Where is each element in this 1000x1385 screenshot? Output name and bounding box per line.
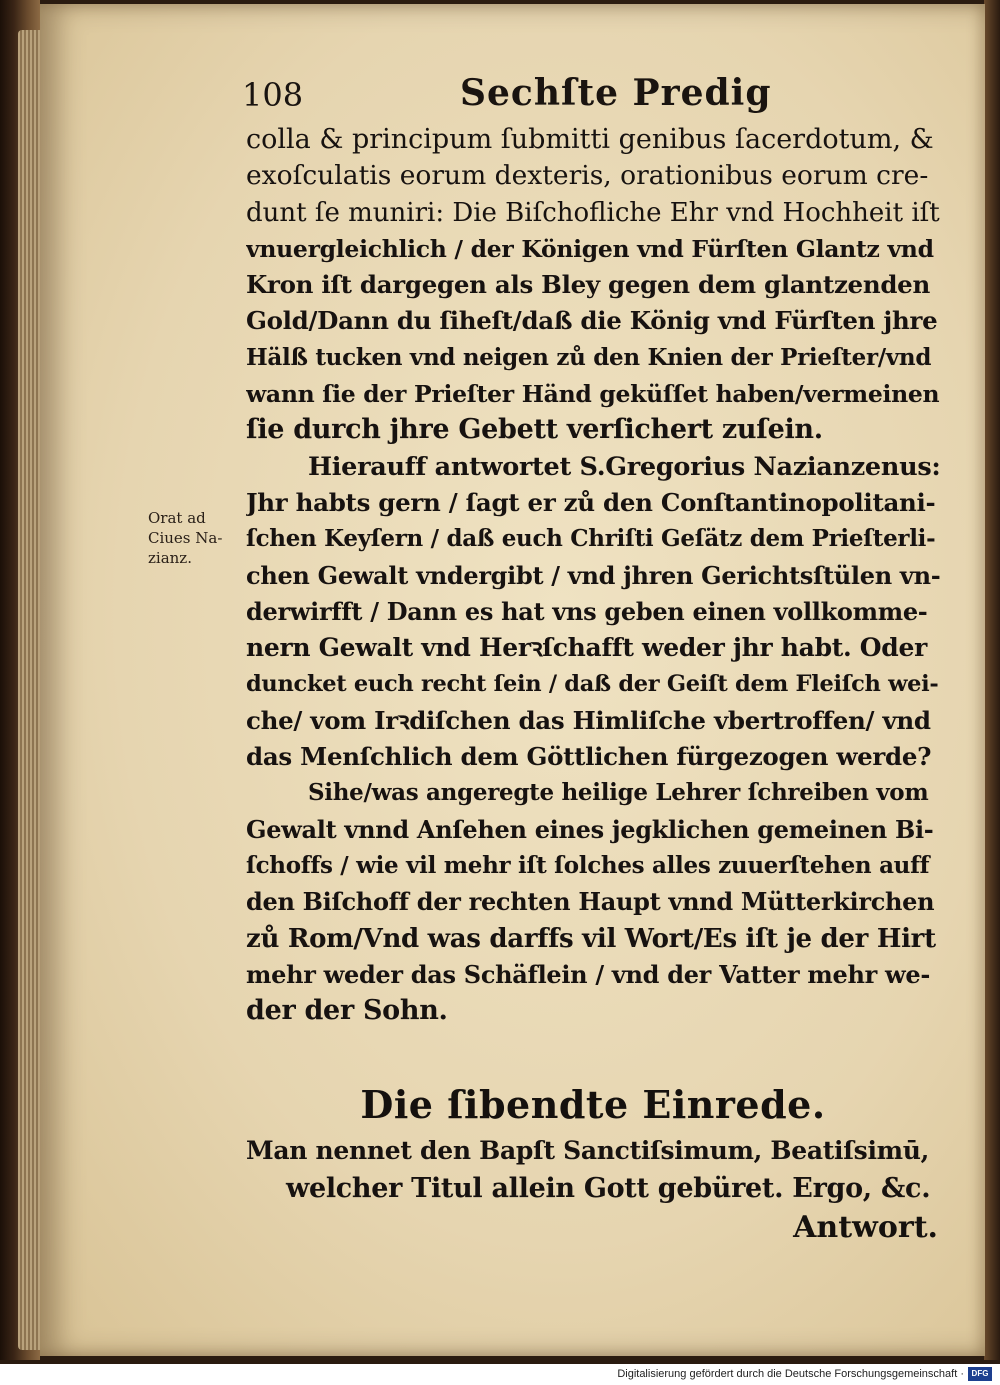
text-line: Gewalt vnnd Anſehen eines jegklichen gemeinen Bi- (246, 814, 934, 844)
text-line: chen Gewalt vndergibt / vnd jhren Gerichtsſtülen vn- (246, 560, 940, 590)
text-line: den Biſchoff der rechten Haupt vnnd Mütterkirchen (246, 887, 935, 917)
text-line: Hierauff antwortet S.Gregorius Nazianzenus: (308, 451, 940, 482)
book-right-edge (984, 0, 1000, 1360)
marginal-note-line: Ciues Na- (148, 529, 223, 547)
running-title: Sechſte Predig (460, 72, 772, 114)
text-line: der der Sohn. (246, 995, 448, 1027)
text-line: colla & principum ſubmitti genibus ſacerdotum, & (246, 124, 934, 155)
text-line: ſchoffs / wie vil mehr iſt ſolches alles zuuerſtehen auff (246, 851, 930, 879)
objection-line: welcher Titul allein Gott gebüret. Ergo, &c. (286, 1173, 931, 1204)
text-line: Sihe/was angeregte heilige Lehrer ſchreiben vom (308, 779, 929, 807)
text-line: zů Rom/Vnd was darffs vil Wort/Es iſt je der Hirt (246, 923, 936, 954)
text-line: Hälß tucken vnd neigen zů den Knien der Prieſter/vnd (246, 343, 932, 371)
dfg-logo: DFG (968, 1367, 992, 1381)
text-line: Kron iſt dargegen als Bley gegen dem glantzenden (246, 270, 930, 300)
marginal-note-line: zianz. (148, 549, 192, 567)
text-line: wann ſie der Prieſter Händ geküſſet haben/vermeinen (246, 380, 940, 409)
page-number: 108 (242, 76, 304, 114)
text-line: Jhr habts gern / ſagt er zů den Conſtantinopolitani- (246, 487, 936, 517)
marginal-note (148, 508, 238, 568)
text-line: duncket euch recht ſein / daß der Geiſt dem Fleiſch wei- (246, 671, 939, 698)
text-line: exoſculatis eorum dexteris, orationibus eorum cre- (246, 160, 929, 192)
text-line: derwirfft / Dann es hat vns geben einen vollkomme- (246, 596, 928, 626)
text-line: das Menſchlich dem Göttlichen fürgezogen werde? (246, 742, 932, 772)
page-header (240, 72, 940, 120)
answer-label: Antwort. (793, 1210, 938, 1245)
footer-credit: Digitalisierung gefördert durch die Deutsche Forschungsgemeinschaft · (617, 1368, 964, 1380)
body-text (246, 122, 940, 1029)
section-heading: Die ſibendte Einrede. (360, 1082, 826, 1127)
objection-line: Man nennet den Bapſt Sanctiſsimum, Beatiſsimū, (246, 1136, 930, 1165)
text-line: Gold/Dann du ſiheſt/daß die König vnd Fürſten jhre (246, 306, 938, 336)
text-line: ſie durch jhre Gebett verſichert zuſein. (246, 414, 823, 446)
text-line: dunt ſe muniri: Die Biſchofliche Ehr vnd Hochheit iſt (246, 197, 940, 228)
text-line: nern Gewalt vnd Herꝛſchafft weder jhr habt. Oder (246, 633, 927, 663)
text-line: vnuergleichlich / der Königen vnd Fürſten Glantz vnd (246, 234, 934, 263)
marginal-note-line: Orat ad (148, 509, 206, 527)
text-line: che/ vom Irꝛdiſchen das Himliſche vbertroffen/ vnd (246, 705, 931, 735)
objection-text (246, 1132, 940, 1208)
text-line: mehr weder das Schäflein / vnd der Vatter mehr we- (246, 959, 930, 989)
text-line: ſchen Keyſern / daß euch Chriſti Geſätz dem Prieſterli- (246, 525, 936, 553)
